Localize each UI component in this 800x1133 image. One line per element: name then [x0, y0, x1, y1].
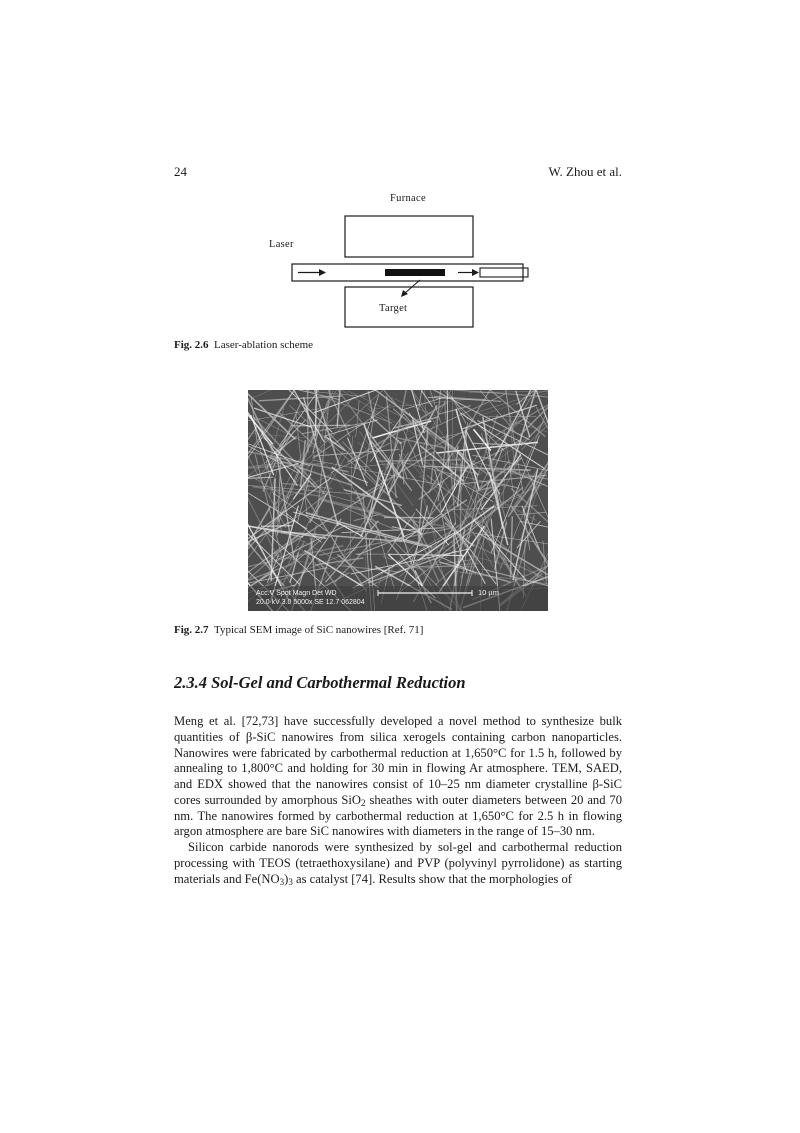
paragraph-1-part-a: Meng et al. [72,73] have successfully developed a novel method to synthesize bulk quantities of β-SiC nanowires from silica xerogels containing carbon nanoparticles. Nanowires were fabricated by carbothermal reduction at 1,650°C for 1.5 h, followed by annealing to 1,800°C and holding for 30 min in flowing Ar atmosphere. TEM, SAED, and EDX showed that the nanowires consist of 10–25 nm diameter crystalline β-SiC cores surrounded by amorphous SiO	[174, 714, 622, 807]
paragraph-2-part-a: Silicon carbide nanorods were synthesized by sol-gel and carbothermal reduction processing with TEOS (tetraethoxysilane) and PVP (polyvinyl pyrrolidone) as starting materials and Fe(NO	[174, 840, 622, 886]
paragraph-2-part-c: as catalyst [74]. Results show that the morphologies of	[292, 871, 572, 886]
subscript: 3	[288, 876, 293, 887]
subscript: 2	[361, 797, 366, 808]
flow-arrowhead	[472, 269, 479, 276]
laser-label: Laser	[269, 239, 294, 250]
target-rod	[385, 269, 445, 276]
page-number: 24	[174, 164, 187, 179]
figure-2-7-text: Typical SEM image of SiC nanowires [Ref. 71]	[214, 624, 424, 636]
figure-2-7-label: Fig. 2.7	[174, 624, 209, 636]
body-text	[174, 714, 622, 887]
figure-2-7-caption	[174, 624, 423, 636]
figure-2-6-caption	[174, 339, 313, 351]
figure-2-6-text: Laser-ablation scheme	[214, 339, 314, 351]
nanowire	[261, 526, 292, 527]
target-label: Target	[379, 303, 408, 314]
furnace-upper-block	[345, 216, 473, 257]
paragraph-1	[174, 714, 622, 840]
figure-2-6-label: Fig. 2.6	[174, 339, 209, 351]
furnace-lower-block	[345, 287, 473, 327]
sem-params-row1: Acc.V Spot Magn Det WD	[256, 590, 337, 597]
sem-params-row2: 20.0 kV 3.0 5000x SE 12.7 062804	[256, 599, 365, 606]
paragraph-2	[174, 840, 622, 887]
running-head: W. Zhou et al.	[548, 164, 622, 179]
furnace-label: Furnace	[390, 193, 426, 204]
laser-ablation-diagram	[260, 186, 540, 334]
paragraph-1-part-b: sheathes with outer diameters between 20 and 70 nm. The nanowires formed by carbothermal reduction at 1,650°C for 2.5 h in flowing argon atmosphere are bare SiC nanowires with diameters in the range of 15–30 nm.	[174, 792, 623, 839]
subscript: 3	[279, 876, 285, 887]
collector	[480, 268, 528, 277]
laser-beam-arrowhead	[319, 269, 326, 276]
sem-image	[248, 390, 548, 611]
paragraph-2-part-b: )	[284, 871, 289, 886]
section-heading: 2.3.4 Sol-Gel and Carbothermal Reduction	[174, 673, 466, 692]
scale-bar-label: 10 µm	[478, 588, 499, 597]
